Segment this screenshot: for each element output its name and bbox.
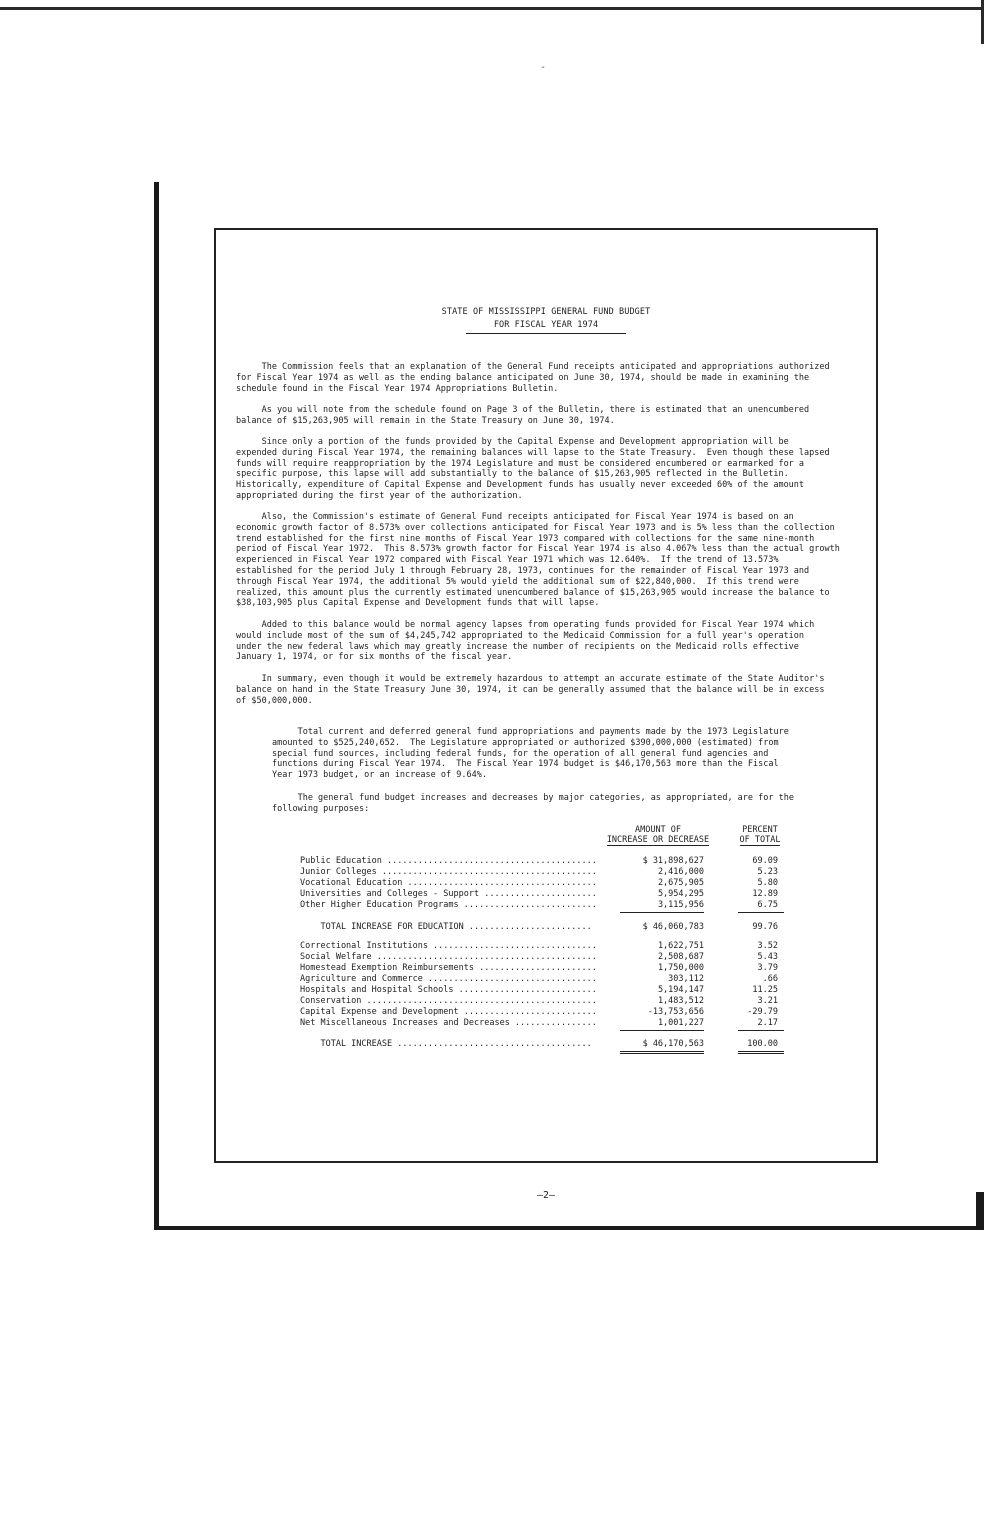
row-percent: 3.21 [757, 996, 778, 1006]
column-header-amount-line1: AMOUNT OF [634, 825, 682, 835]
row-percent: 6.75 [757, 900, 778, 910]
grand-total-row [300, 1039, 786, 1050]
column-header-amount-line2: INCREASE OR DECREASE [606, 835, 710, 845]
education-total-row [300, 922, 786, 933]
row-amount: $ 46,170,563 [642, 1039, 704, 1049]
row-label: Junior Colleges .......................................... [300, 867, 597, 877]
row-percent: .66 [762, 974, 778, 984]
double-rule-amount-2 [620, 1053, 704, 1054]
total-rule-amount [620, 1030, 704, 1031]
row-amount: 2,675,905 [657, 878, 704, 888]
row-label: Net Miscellaneous Increases and Decreases ................ [300, 1018, 597, 1028]
subtotal-rule-amount [620, 912, 704, 913]
table-row [300, 996, 786, 1007]
total-rule-percent [738, 1030, 784, 1031]
row-percent: 100.00 [747, 1039, 778, 1049]
row-percent: 5.80 [757, 878, 778, 888]
double-rule-amount-1 [620, 1051, 704, 1052]
row-label: Vocational Education ..................................... [300, 878, 597, 888]
row-percent: 5.23 [757, 867, 778, 877]
row-label: Social Welfare ........................................... [300, 952, 597, 962]
row-label: Public Education ......................................... [300, 856, 597, 866]
row-percent: -29.79 [747, 1007, 778, 1017]
row-percent: 11.25 [752, 985, 778, 995]
title-line-2: FOR FISCAL YEAR 1974 [466, 319, 626, 334]
title-line-1: STATE OF MISSISSIPPI GENERAL FUND BUDGET [441, 307, 651, 317]
row-amount: 1,483,512 [657, 996, 704, 1006]
row-amount: 1,622,751 [657, 941, 704, 951]
row-label: Hospitals and Hospital Schools ........................... [300, 985, 597, 995]
paragraph-capital-expense: Since only a portion of the funds provided by the Capital Expense and Development appropriation will be expended during Fiscal Year 1974, the remaining balances will lapse to the State Treasury. Even though these lapsed funds will require reappropriation by the 1974 Legislature and must be considered encumbered or earmarked for a specific purpose, this lapse will add substantially to the balance of $15,263,905 reflected in the Bulletin. Historically, expenditure of Capital Expense and Development funds has usually never exceeded 60% of the amount appropriated during the first year of the authorization. [236, 437, 830, 501]
table-row [300, 900, 786, 911]
page-mark-top: - [540, 62, 547, 73]
page-number: —2— [536, 1190, 556, 1201]
table-row [300, 878, 786, 889]
row-label: Conservation ............................................. [300, 996, 597, 1006]
table-row [300, 941, 786, 952]
row-amount: 2,416,000 [657, 867, 704, 877]
table-row [300, 1007, 786, 1018]
row-amount: 303,112 [668, 974, 704, 984]
paragraph-agency-lapses: Added to this balance would be normal agency lapses from operating funds provided for Fiscal Year 1974 which would include most of the sum of $4,245,742 appropriated to the Medicaid Commission for a full year's operation under the new federal laws which may greatly increase the number of recipients on the Medicaid rolls effective January 1, 1974, or for six months of the fiscal year. [236, 620, 815, 663]
scan-top-border [0, 7, 984, 10]
table-row [300, 867, 786, 878]
table-row [300, 889, 786, 900]
row-percent: 69.09 [752, 856, 778, 866]
row-amount: $ 31,898,627 [642, 856, 704, 866]
paragraph-categories-intro: The general fund budget increases and decreases by major categories, as appropriated, are for the following purposes: [272, 793, 794, 814]
paragraph-unencumbered-balance: As you will note from the schedule found on Page 3 of the Bulletin, there is estimated that an unencumbered balance of $15,263,905 will remain in the State Treasury on June 30, 1974. [236, 405, 810, 426]
frame-right-edge [976, 1192, 984, 1230]
table-row [300, 974, 786, 985]
table-row [300, 952, 786, 963]
table-row [300, 963, 786, 974]
row-label: TOTAL INCREASE ...................................... [300, 1039, 592, 1049]
row-amount: 3,115,956 [657, 900, 704, 910]
column-header-percent [734, 825, 786, 846]
table-row [300, 856, 786, 867]
table-row [300, 1018, 786, 1029]
row-amount: 2,508,687 [657, 952, 704, 962]
row-percent: 3.52 [757, 941, 778, 951]
row-label: Correctional Institutions ................................ [300, 941, 597, 951]
row-amount: 1,001,227 [657, 1018, 704, 1028]
paragraph-total-appropriations: Total current and deferred general fund appropriations and payments made by the 1973 Legislature amounted to $525,240,652. The Legislature appropriated or authorized $390,000,000 (estimated) from special fund sources, including federal funds, for the operation of all general fund agencies and functions during Fiscal Year 1974. The Fiscal Year 1974 budget is $46,170,563 more than the Fiscal Year 1973 budget, or an increase of 9.64%. [272, 727, 789, 781]
row-label: Agriculture and Commerce ................................. [300, 974, 597, 984]
row-label: Homestead Exemption Reimbursements ....................... [300, 963, 597, 973]
table-row [300, 985, 786, 996]
row-label: Capital Expense and Development .......................... [300, 1007, 597, 1017]
frame-left-edge [154, 182, 159, 1228]
document-title [214, 306, 878, 334]
row-amount: 1,750,000 [657, 963, 704, 973]
column-header-percent-line1: PERCENT [742, 825, 778, 835]
row-amount: 5,954,295 [657, 889, 704, 899]
row-label: Universities and Colleges - Support ...................... [300, 889, 597, 899]
column-header-amount [600, 825, 716, 846]
paragraph-explanation: The Commission feels that an explanation of the General Fund receipts anticipated and appropriations authorized for Fiscal Year 1974 as well as the ending balance anticipated on June 30, 1974, should be made in examining the schedule found in the Fiscal Year 1974 Appropriations Bulletin. [236, 362, 830, 394]
frame-bottom-edge [154, 1226, 984, 1230]
row-label: TOTAL INCREASE FOR EDUCATION ........................ [300, 922, 592, 932]
double-rule-percent-2 [738, 1053, 784, 1054]
column-header-percent-line2: OF TOTAL [739, 835, 781, 845]
subtotal-rule-percent [738, 912, 784, 913]
row-percent: 2.17 [757, 1018, 778, 1028]
row-amount: $ 46,060,783 [642, 922, 704, 932]
row-percent: 5.43 [757, 952, 778, 962]
row-label: Other Higher Education Programs .......................... [300, 900, 597, 910]
paragraph-summary: In summary, even though it would be extremely hazardous to attempt an accurate estimate of the State Auditor's balance on hand in the State Treasury June 30, 1974, it can be generally assumed that the balance will be in excess of $50,000,000. [236, 674, 825, 706]
row-percent: 99.76 [752, 922, 778, 932]
paragraph-growth-factor: Also, the Commission's estimate of General Fund receipts anticipated for Fiscal Year 1974 is based on an economic growth factor of 8.573% over collections anticipated for Fiscal Year 1973 and is 5% less than the collection trend established for the first nine months of Fiscal Year 1973 compared with collections for the same nine-month period of Fiscal Year 1972. This 8.573% growth factor for Fiscal Year 1974 is also 4.067% less than the actual growth experienced in Fiscal Year 1972 compared with Fiscal Year 1971 which was 12.640%. If the trend of 13.573% established for the period July 1 through February 28, 1973, continues for the remainder of Fiscal Year 1973 and through Fiscal Year 1974, the additional 5% would yield the additional sum of $22,840,000. If this trend were realized, this amount plus the currently estimated unencumbered balance of $15,263,905 would increase the balance to $38,103,905 plus Capital Expense and Development funds that will lapse. [236, 512, 840, 609]
row-percent: 12.89 [752, 889, 778, 899]
row-percent: 3.79 [757, 963, 778, 973]
row-amount: -13,753,656 [647, 1007, 704, 1017]
row-amount: 5,194,147 [657, 985, 704, 995]
double-rule-percent-1 [738, 1051, 784, 1052]
